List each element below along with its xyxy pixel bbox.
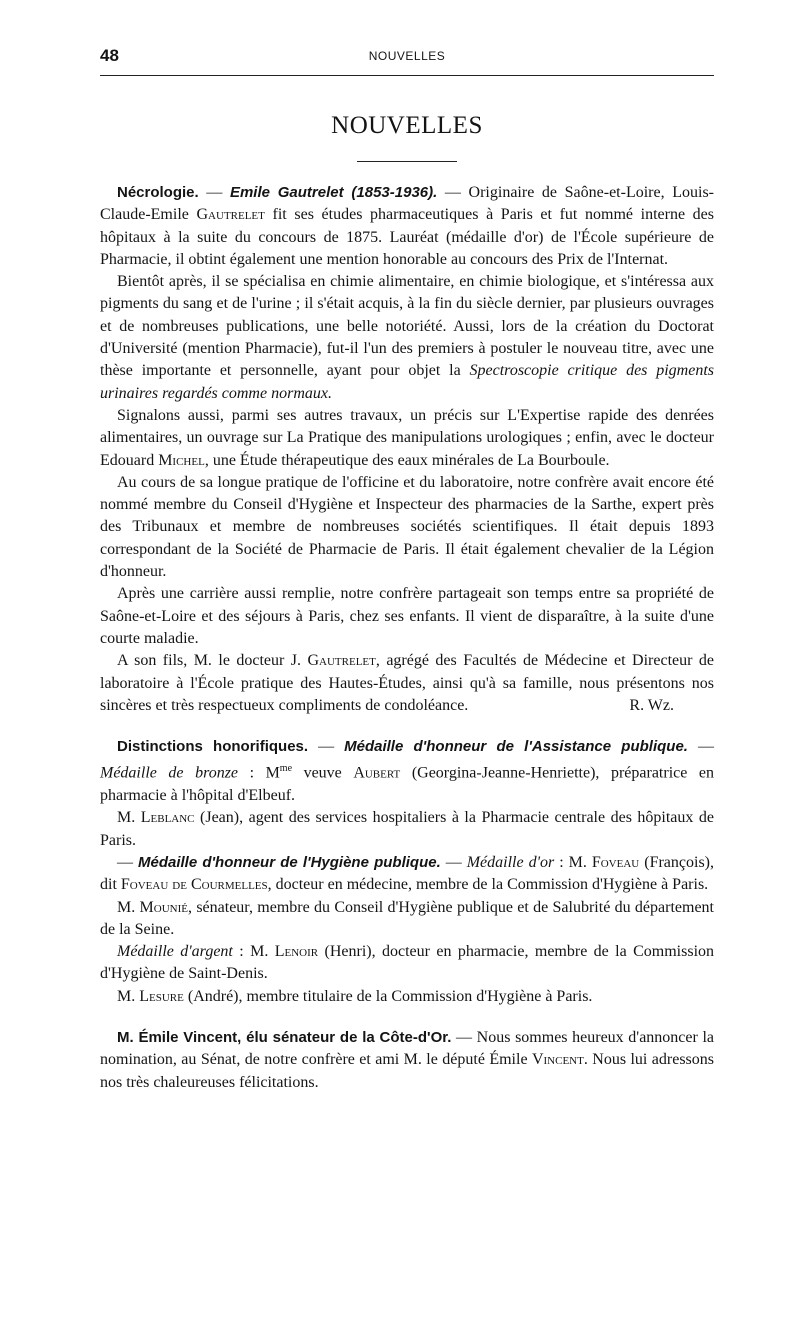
section-spacer bbox=[100, 1008, 714, 1027]
text-run: , agrégé des Facultés de Médecine et Directeur de laboratoire à l'École pratique des Hautes-Études, ainsi qu'à sa famille, nous présentons nos sincères et très respectueux compliments de condoléance. bbox=[100, 652, 714, 714]
distinctions-paragraph-2 bbox=[100, 807, 714, 852]
section-spacer bbox=[100, 717, 714, 736]
text-run: Bientôt après, il se spécialisa en chimie alimentaire, en chimie biologique, et s'intéressa aux pigments du sang et de l'urine ; il s'était acquis, à la fin du siècle dernier, par plusieurs ouvrages et de nombreuses publications, une belle notoriété. Aussi, lors de la création du Doctorat d'Université (mention Pharmacie), fut-il l'un des premiers à postuler le nouveau titre, avec une thèse importante et personnelle, ayant pour objet la bbox=[100, 273, 714, 380]
text-run: (Henri), docteur en pharmacie, membre de la Commission d'Hygiène de Saint-Denis. bbox=[100, 943, 715, 983]
necrologie-paragraph-3 bbox=[100, 405, 714, 472]
text-run: : M. bbox=[232, 943, 275, 961]
superscript: me bbox=[279, 763, 293, 775]
person-name: Foveau de Courmelles bbox=[120, 876, 268, 894]
text-run: (François), dit bbox=[100, 853, 714, 894]
distinctions-paragraph-5 bbox=[100, 941, 714, 986]
medal-class: Médaille de bronze bbox=[100, 764, 239, 782]
text-run: M. bbox=[117, 987, 140, 1005]
necrologie-paragraph-5: Après une carrière aussi remplie, notre confrère partageait son temps entre sa propriété de Saône-et-Loire et des séjours à Paris, chez ses enfants. Il vient de disparaître, à la suite d'une courte maladie. bbox=[100, 585, 714, 647]
person-name: Lesure bbox=[139, 987, 184, 1005]
text-run: , une Étude thérapeutique des eaux minérales de La Bourboule. bbox=[204, 451, 610, 469]
distinctions-paragraph-3 bbox=[100, 852, 714, 897]
running-title: NOUVELLES bbox=[368, 49, 446, 63]
article-body bbox=[100, 182, 714, 1094]
separator: — bbox=[308, 738, 345, 756]
page-number: 48 bbox=[100, 46, 119, 65]
person-name: Mounié bbox=[139, 898, 188, 916]
title-rule bbox=[357, 161, 457, 162]
text-run: , sénateur, membre du Conseil d'Hygiène publique et de Salubrité du département de la Seine. bbox=[100, 898, 714, 938]
necrologie-paragraph-4: Au cours de sa longue pratique de l'officine et du laboratoire, notre confrère avait encore été nommé membre du Conseil d'Hygiène et Inspecteur des pharmacies de la Sarthe, expert près des Tribunaux et membre de nombreuses sociétés scientifiques. Il était depuis 1893 correspondant de la Société de Pharmacie de Paris. Il était également chevalier de la Légion d'honneur. bbox=[100, 473, 714, 581]
medal-class: Médaille d'argent bbox=[117, 943, 233, 961]
person-name: Gautrelet bbox=[307, 652, 376, 670]
text-run: (André), membre titulaire de la Commission d'Hygiène à Paris. bbox=[183, 987, 593, 1005]
distinctions-paragraph-6 bbox=[100, 986, 714, 1008]
header-rule bbox=[100, 75, 714, 76]
person-name: Gautrelet bbox=[196, 206, 265, 224]
text-run: . Nous lui adressons nos très chaleureuses félicitations. bbox=[100, 1051, 714, 1091]
necrologie-paragraph-1 bbox=[100, 182, 714, 271]
page-title: NOUVELLES bbox=[331, 112, 483, 139]
vincent-paragraph bbox=[100, 1027, 714, 1094]
text-run: M. bbox=[117, 898, 140, 916]
distinctions-heading: Distinctions honorifiques. bbox=[117, 738, 309, 756]
text-run: Signalons aussi, parmi ses autres travaux, un précis sur L'Expertise rapide des denrées alimentaires, un ouvrage sur La Pratique des manipulations urologiques ; enfin, avec le docteur Edouard bbox=[100, 406, 714, 469]
vincent-heading: M. Émile Vincent, élu sénateur de la Côte-d'Or. bbox=[117, 1029, 452, 1047]
separator: — bbox=[687, 738, 715, 756]
text-run: — Nous sommes heureux d'annoncer la nomination, au Sénat, de notre confrère et ami M. le député Émile bbox=[100, 1029, 714, 1069]
obituary-subject: Emile Gautrelet (1853-1936). bbox=[229, 184, 438, 201]
text-run: veuve bbox=[292, 764, 354, 782]
medal-name: Médaille d'honneur de l'Hygiène publique. bbox=[137, 853, 441, 871]
text-run: (Georgina-Jeanne-Henriette), préparatrice en pharmacie à l'hôpital d'Elbeuf. bbox=[100, 764, 714, 805]
necrologie-paragraph-2 bbox=[100, 271, 714, 405]
text-run: : M. bbox=[554, 853, 592, 871]
running-head bbox=[100, 44, 714, 70]
person-name: Aubert bbox=[353, 764, 401, 782]
text-run: A son fils, M. le docteur J. bbox=[117, 652, 308, 670]
separator: — bbox=[440, 853, 467, 871]
necrologie-heading: Nécrologie. bbox=[117, 184, 199, 201]
thesis-title: Spectroscopie critique des pigments urinaires regardés comme normaux. bbox=[100, 362, 715, 402]
author-signature: R. Wz. bbox=[629, 696, 674, 714]
person-name: Leblanc bbox=[140, 809, 195, 827]
person-name: Foveau bbox=[591, 853, 640, 871]
person-name: Lenoir bbox=[274, 943, 319, 961]
text-run: M. bbox=[117, 809, 141, 827]
separator: — bbox=[198, 184, 230, 201]
distinctions-paragraph-4 bbox=[100, 897, 714, 942]
text-run: — Originaire de Saône-et-Loire, Louis-Claude-Emile bbox=[100, 184, 714, 224]
person-name: Michel bbox=[158, 451, 205, 469]
text-run: : M bbox=[238, 764, 280, 782]
person-name: Vincent bbox=[531, 1051, 584, 1069]
text-run: fit ses études pharmaceutiques à Paris et fut nommé interne des hôpitaux à la suite du concours de 1875. Lauréat (médaille d'or) de l'École supérieure de Pharmacie, il obtint également une mention honorable au concours des Prix de l'Internat. bbox=[100, 206, 715, 268]
distinctions-paragraph-1 bbox=[100, 736, 714, 807]
text-run: , docteur en médecine, membre de la Commission d'Hygiène à Paris. bbox=[267, 876, 709, 894]
medal-class: Médaille d'or bbox=[466, 853, 555, 871]
text-run: (Jean), agent des services hospitaliers à la Pharmacie centrale des hôpitaux de Paris. bbox=[100, 809, 715, 849]
necrologie-paragraph-6 bbox=[100, 650, 714, 717]
medal-name: Médaille d'honneur de l'Assistance publique. bbox=[344, 738, 688, 756]
separator: — bbox=[117, 853, 138, 871]
